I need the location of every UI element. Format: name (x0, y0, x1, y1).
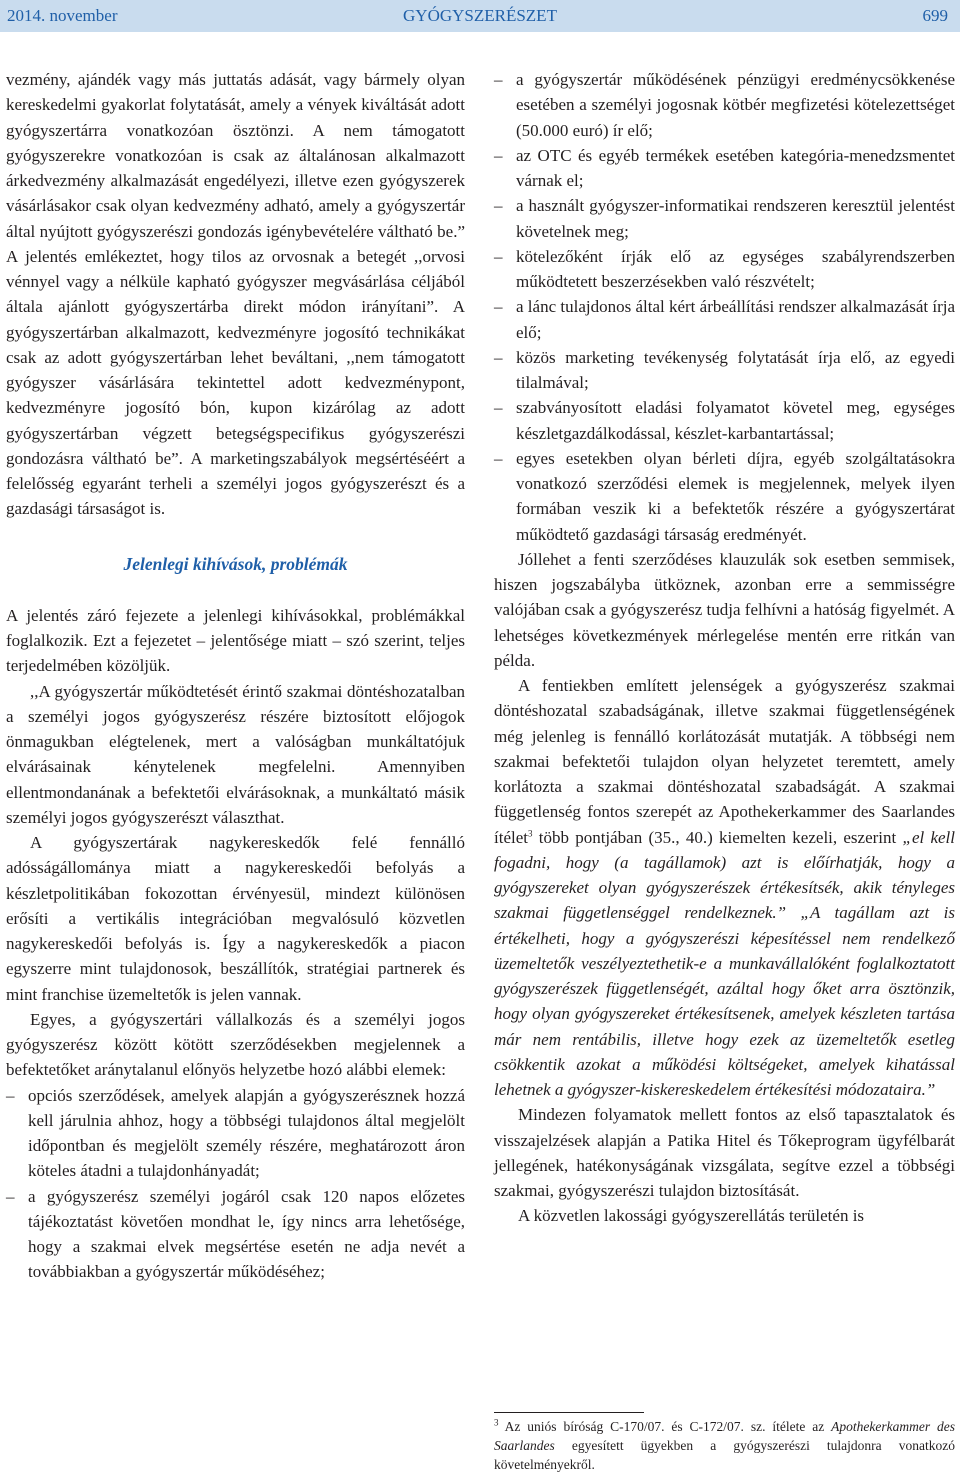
right-dash-list (494, 67, 955, 547)
list-item: – a lánc tulajdonos által kért árbeállítási rendszer alkalmazását írja elő; (494, 294, 955, 345)
footnote (494, 1417, 955, 1474)
list-item: – kötelezőként írják elő az egységes szabályrendszerben működtetett beszerzésekben való részvételt; (494, 244, 955, 295)
right-paragraph-3: Mindezen folyamatok mellett fontos az első tapasztalatok és visszajelzések alapján a Patika Hitel és Tőkeprogram ügyfélbarát jellegének, hatékonyságának vizsgálata, segítve ezzel a többségi szakmai, gyógyszerészi tulajdon biztosítását. (494, 1105, 955, 1200)
list-item: – szabványosított eladási folyamatot követel meg, egységes készletgazdálkodással, készlet-karbantartással; (494, 395, 955, 446)
left-paragraph-1: vezmény, ajándék vagy más juttatás adását, vagy bármely olyan kereskedelmi gyakorlat folytatását, amely a vények kiváltását adott gyógyszertárra vonatkozóan ösztönzi. A nem támogatott gyógyszerekre vonatkozóan is csak az általánosan alkalmazott árkedvezmény alkalmazását engedélyezi, illetve ezen gyógyszerek vásárlásakor csak olyan kedvezmény adható, amely a gyógyszertár által nyújtott gyógyszerészi gondozás igénybevételére váltható be.” A jelentés emlékeztet, hogy tilos az orvosnak a betegét ,,orvosi vénnyel vagy a nélküle kapható gyógyszer megvásárlása céljából általa ajánlott gyógyszertárba direkt módon irányítani”. A gyógyszertárban alkalmazott, kedvezményre jogosító technikákat csak az adott gyógyszertárban lehet beváltani, ,,nem támogatott gyógyszer vásárlására tekintettel adott kedvezménypont, kedvezményre jogosító bón, kupon kizárólag az adott gyógyszertárban végzett betegségspecifikus gyógyszerészi gondozásra váltható be”. A marketingszabályok megsértéséért a felelősség egyaránt terheli a személyi jogos gyógyszerészt és a gazdasági társaságot is. (6, 70, 465, 519)
court-quote: „el kell fogadni, hogy (a tagállamok) azt is előírhatják, hogy a gyógyszereket olyan gyógyszerészek értékesítsék, akik tényleges szakmai függetlenséggel rendelkeznek.” „A tagállam azt is értékelheti, hogy a gyógyszerészi képesítéssel nem rendelkező üzemeltetők veszélyeztethetik-e a munkavállalóként foglalkoztatott gyógyszerészek függetlenségét, azáltal hogy őket arra ösztönzik, hogy olyan gyógyszereket értékesítsenek, amelyek készleten tartása már nem rentábilis, illetve hogy ezek az üzemeltetők esetleg csökkentik azokat a működési költségeket, amelyek kihatással lehetnek a gyógyszer-kiskereskedelem értékesítési módozataira.” (494, 827, 955, 1099)
list-item: – a gyógyszerész személyi jogáról csak 120 napos előzetes tájékoztatást követően mondhat le, így nincs arra lehetősége, hogy a szakmai elvek megsértése esetén ne adja nevét a továbbiakban a gyógyszertár működéséhez; (6, 1184, 465, 1285)
footnote-marker: 3 (494, 1417, 499, 1428)
footnote-case-name: Apothekerkammer des Saarlandes (494, 1419, 955, 1453)
left-paragraph-3: ,,A gyógyszertár működtetését érintő szakmai döntéshozatalban a személyi jogos gyógyszerész részére biztosított előjogok önmagukban elégtelenek, mert a valóságban munkáltatójuk elvárásainak kénytelenek megfelelni. Amennyiben ellentmondanának a befektetői elvárásoknak, a munkáltató másik személyi jogos gyógyszerészt választhat. (6, 681, 465, 827)
header-page-number: 699 (922, 6, 948, 25)
paragraph-text: A fentiekben említett jelenségek a gyógyszerész szakmai döntéshozatal szabadságának, illetve szakmai függetlenségének még jelenleg is fennálló korlátozását mutatják. A többségi nem szakmai befektetői tulajdon olyan helyzetet teremtett, amely korlátozta a szakmai döntéshozatal szabadságát. A szakmai függetlenség fontos szerepét az Apothekerkammer des Saarlandes ítélet (494, 676, 955, 847)
list-item: – az OTC és egyéb termékek esetében kategória-menedzsmentet várnak el; (494, 143, 955, 194)
page-header (0, 0, 960, 32)
right-paragraph-4: A közvetlen lakossági gyógyszerellátás területén is (518, 1206, 865, 1226)
footnote-divider (494, 1412, 644, 1413)
list-item: – a gyógyszertár működésének pénzügyi eredménycsökkenése esetében a személyi jogosnak kötbér megfizetési kötelezettséget (50.000 euró) ír elő; (494, 67, 955, 143)
list-item: – egyes esetekben olyan bérleti díjra, egyéb szolgáltatásokra vonatkozó szerződési elemek is megjelennek, melyek ilyen formában veszik ki a befektetők részére a gyógyszertárat működtető gazdasági társaság eredményét. (494, 446, 955, 547)
left-paragraph-5: Egyes, a gyógyszertári vállalkozás és a személyi jogos gyógyszerész között kötött szerződésekben megjelennek a befektetőket aránytalanul előnyös helyzetbe hozó alábbi elemek: (6, 1009, 465, 1080)
paragraph-text: több pontjában (35., 40.) kiemelten kezeli, eszerint (532, 827, 903, 847)
right-column (494, 67, 955, 1229)
left-paragraph-2: A jelentés záró fejezete a jelenlegi kihívásokkal, problémákkal foglalkozik. Ezt a fejezetet – jelentősége miatt – szó szerint, teljes terjedelmében közöljük. (6, 605, 465, 676)
section-heading: Jelenlegi kihívások, problémák (123, 553, 348, 574)
left-column (6, 67, 465, 1285)
header-journal-title: GYÓGYSZERÉSZET (403, 6, 557, 25)
footnote-text: egyesített ügyekben a gyógyszerészi tulajdonra vonatkozó követelményekről. (494, 1438, 955, 1472)
left-paragraph-4: A gyógyszertárak nagykereskedők felé fennálló adósságállománya miatt a nagykereskedői befolyás a készletpolitikában fokozottan érvényesül, mindezt különösen erősíti a vertikális integrációban megvalósuló közvetlen nagykereskedői befolyás is. Így a nagykereskedők a piacon egyszerre mint tulajdonosok, beszállítók, stratégiai partnerek és mint franchise üzemeltetők is jelen vannak. (6, 833, 465, 1004)
list-item: – opciós szerződések, amelyek alapján a gyógyszerésznek hozzá kell járulnia ahhoz, hogy a többségi tulajdonos által megjelölt időpontban és megjelölt személy részére, meghatározott áron köteles átadni a tulajdonhányadát; (6, 1083, 465, 1184)
left-dash-list (6, 1083, 465, 1285)
list-item: – a használt gyógyszer-informatikai rendszeren keresztül jelentést követelnek meg; (494, 193, 955, 244)
footnote-text: Az uniós bíróság C-170/07. és C-172/07. sz. ítélete az (498, 1419, 832, 1434)
footnote-reference: 3 (527, 827, 533, 838)
right-paragraph-1: Jóllehet a fenti szerződéses klauzulák sok esetben semmisek, hiszen jogszabályba ütköznek, azonban erre a semmisségre valójában csak a gyógyszerész tudja felhívni a hatóság figyelmét. A lehetséges következmények mérlegelése mentén erre ritkán van példa. (494, 549, 955, 670)
right-paragraph-2 (494, 673, 955, 1102)
header-date: 2014. november (7, 6, 118, 25)
list-item: – közös marketing tevékenység folytatását írja elő, az egyedi tilalmával; (494, 345, 955, 396)
